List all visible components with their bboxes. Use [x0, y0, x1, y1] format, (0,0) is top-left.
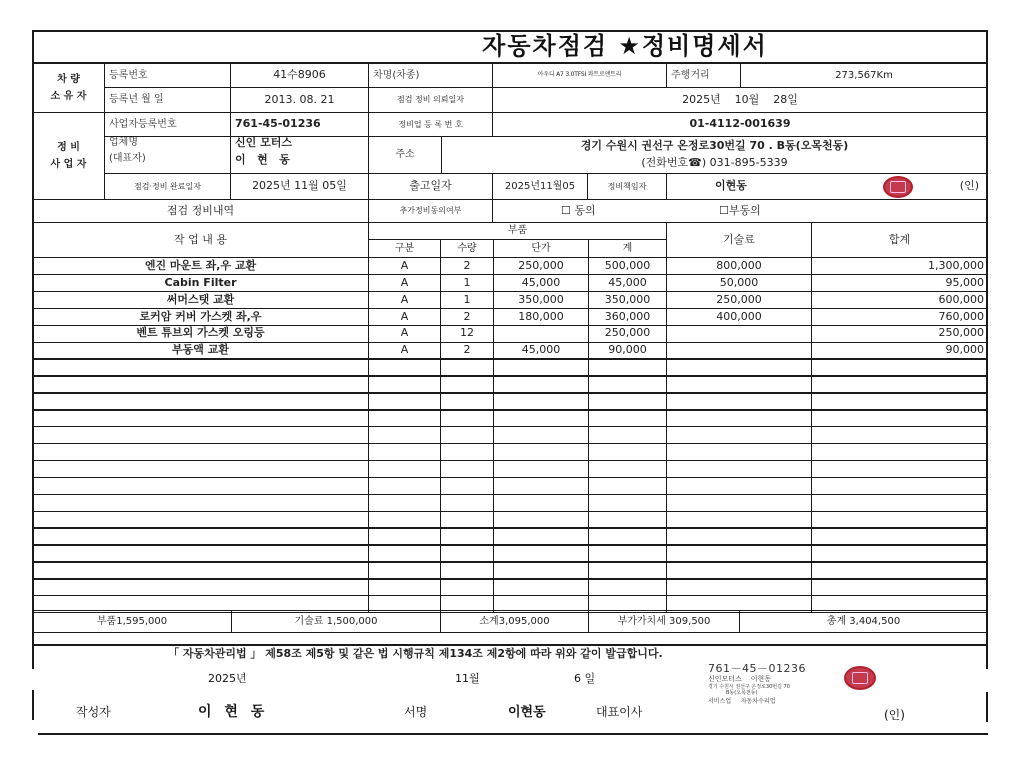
- summary-parts: 부품1,595,000: [32, 610, 232, 633]
- cell-category: [368, 527, 441, 545]
- cell-total: 90,000: [811, 342, 988, 360]
- cell-labor: 800,000: [666, 257, 812, 275]
- cell-unit-price: [493, 494, 589, 512]
- cell-subtotal: [588, 544, 667, 562]
- cell-category: A: [368, 291, 441, 309]
- release-date-label: 출고일자: [368, 173, 493, 200]
- cell-qty: [440, 443, 494, 461]
- cell-unit-price: [493, 426, 589, 444]
- cell-work: 부동액 교환: [32, 342, 369, 360]
- cell-work: [32, 494, 369, 512]
- cell-qty: [440, 375, 494, 393]
- cell-total: [811, 494, 988, 512]
- cell-subtotal: [588, 375, 667, 393]
- table-row: [32, 409, 988, 427]
- cell-work: 엔진 마운트 좌,우 교환: [32, 257, 369, 275]
- cell-unit-price: [493, 375, 589, 393]
- cell-unit-price: [493, 527, 589, 545]
- cell-total: [811, 443, 988, 461]
- cell-qty: 12: [440, 325, 494, 343]
- cell-subtotal: [588, 358, 667, 376]
- cell-category: [368, 392, 441, 410]
- responsible-label: 정비책임자: [587, 173, 667, 200]
- cell-subtotal: [588, 561, 667, 579]
- table-row: [32, 375, 988, 393]
- cell-subtotal: [588, 443, 667, 461]
- cell-work: [32, 578, 369, 596]
- cell-work: [32, 477, 369, 495]
- table-row: [32, 578, 988, 596]
- details-label: 점검 정비내역: [32, 199, 369, 223]
- cell-unit-price: 350,000: [493, 291, 589, 309]
- address-label: 주소: [368, 136, 442, 174]
- cell-qty: [440, 511, 494, 529]
- cell-unit-price: [493, 460, 589, 478]
- issue-year: 2025년: [208, 672, 247, 685]
- cell-labor: 50,000: [666, 274, 812, 292]
- cell-total: [811, 409, 988, 427]
- cell-work: 벤트 튜브외 가스켓 오링등: [32, 325, 369, 343]
- table-row: [32, 477, 988, 495]
- line-items-table: [32, 257, 988, 611]
- consent-options: [492, 199, 988, 223]
- cell-total: [811, 358, 988, 376]
- address-text: 경기 수원시 권선구 온정로30번길 70 . B동(오목천동): [580, 139, 849, 153]
- table-row: [32, 358, 988, 376]
- cell-unit-price: 250,000: [493, 257, 589, 275]
- responsible-cell: [666, 173, 988, 200]
- cell-unit-price: [493, 409, 589, 427]
- summary-subtotal: 소계3,095,000: [440, 610, 589, 633]
- cell-unit-price: [493, 544, 589, 562]
- page-title: [32, 30, 988, 64]
- cell-total: [811, 426, 988, 444]
- title-text: 자동차점검 ★정비명세서: [482, 32, 768, 61]
- cell-qty: [440, 409, 494, 427]
- sign-title: 대표이사: [596, 705, 643, 719]
- shop-name-label: [104, 136, 231, 174]
- cell-total: 95,000: [811, 274, 988, 292]
- cell-work: [32, 511, 369, 529]
- cell-labor: [666, 561, 812, 579]
- table-row: [32, 291, 988, 309]
- cell-work: [32, 561, 369, 579]
- table-row: [32, 460, 988, 478]
- section-label: 차 량: [57, 73, 80, 85]
- cell-subtotal: [588, 527, 667, 545]
- cell-qty: [440, 392, 494, 410]
- footer-right-border: [986, 692, 988, 722]
- footer-right-border: [986, 645, 988, 669]
- header-labor: 기술료: [666, 222, 812, 258]
- cell-qty: [440, 494, 494, 512]
- issue-month: 11월: [455, 672, 480, 685]
- cell-unit-price: 45,000: [493, 342, 589, 360]
- cell-category: [368, 544, 441, 562]
- cell-subtotal: 500,000: [588, 257, 667, 275]
- cell-work: [32, 426, 369, 444]
- reg-no-label: 등록번호: [104, 63, 231, 88]
- label-line: (대표자): [109, 152, 146, 164]
- shop-name: 신인 모터스: [235, 136, 292, 149]
- section-label: 정 비: [57, 141, 80, 153]
- cell-category: A: [368, 274, 441, 292]
- cell-work: [32, 375, 369, 393]
- seal-stamp-icon: [844, 666, 876, 690]
- stamp-biz-no: 761－45－01236: [708, 662, 806, 675]
- cell-qty: 1: [440, 291, 494, 309]
- table-row: [32, 342, 988, 360]
- header-unit-price: 단가: [493, 239, 589, 258]
- cell-category: A: [368, 342, 441, 360]
- cell-labor: [666, 392, 812, 410]
- shop-reg-label: 정비업 등 록 번 호: [368, 112, 493, 137]
- complete-date-value: 2025년 11월 05일: [230, 173, 369, 200]
- cell-work: [32, 527, 369, 545]
- cell-category: [368, 561, 441, 579]
- cell-category: A: [368, 325, 441, 343]
- cell-subtotal: 360,000: [588, 308, 667, 326]
- cell-total: [811, 392, 988, 410]
- cell-subtotal: [588, 511, 667, 529]
- cell-category: [368, 460, 441, 478]
- label-line: 업체명: [109, 137, 138, 148]
- cell-labor: [666, 578, 812, 596]
- biz-no-label: 사업자등록번호: [104, 112, 231, 137]
- stamp-type: 서비스업 자동차수리업: [708, 698, 776, 705]
- cell-subtotal: 350,000: [588, 291, 667, 309]
- stamp-address2: B동(오목천동): [726, 690, 758, 696]
- sign-seal-mark: (인): [884, 708, 905, 722]
- cell-qty: 2: [440, 308, 494, 326]
- cell-unit-price: [493, 358, 589, 376]
- seal-stamp-icon: [883, 176, 913, 198]
- cell-total: [811, 578, 988, 596]
- cell-total: [811, 544, 988, 562]
- table-row: [32, 443, 988, 461]
- cell-subtotal: [588, 392, 667, 410]
- cell-labor: [666, 426, 812, 444]
- footer-bottom-border: [38, 733, 988, 735]
- cell-qty: [440, 460, 494, 478]
- seal-mark: (인): [959, 179, 979, 193]
- legal-statement: 「 자동차관리법 」 제58조 제5항 및 같은 법 시행규칙 제134조 제2항에 따라 위와 같이 발급합니다.: [168, 647, 663, 660]
- table-row: [32, 308, 988, 326]
- cell-subtotal: 45,000: [588, 274, 667, 292]
- cell-qty: [440, 426, 494, 444]
- cell-unit-price: [493, 392, 589, 410]
- table-row: [32, 511, 988, 529]
- cell-category: [368, 426, 441, 444]
- cell-total: [811, 527, 988, 545]
- cell-work: [32, 443, 369, 461]
- cell-work: [32, 460, 369, 478]
- reg-date-label: 등록년 월 일: [104, 87, 231, 113]
- footer-left-border: [32, 645, 34, 669]
- table-row: [32, 561, 988, 579]
- cell-work: Cabin Filter: [32, 274, 369, 292]
- cell-category: [368, 375, 441, 393]
- header-category: 구분: [368, 239, 441, 258]
- disagree-checkbox[interactable]: ☐부동의: [719, 203, 761, 217]
- summary-vat: 부가가치세 309,500: [588, 610, 740, 633]
- cell-subtotal: 250,000: [588, 325, 667, 343]
- cell-work: [32, 392, 369, 410]
- cell-total: [811, 477, 988, 495]
- vehicle-owner-section: [32, 63, 105, 113]
- cell-qty: 2: [440, 342, 494, 360]
- summary-labor: 기술료 1,500,000: [231, 610, 441, 633]
- cell-labor: [666, 477, 812, 495]
- cell-labor: 400,000: [666, 308, 812, 326]
- cell-category: [368, 477, 441, 495]
- cell-category: [368, 494, 441, 512]
- summary-grand-total: 총계 3,404,500: [739, 610, 988, 633]
- cell-subtotal: [588, 477, 667, 495]
- cell-total: 250,000: [811, 325, 988, 343]
- business-stamp: [708, 660, 888, 708]
- cell-work: 로커암 커버 가스켓 좌,우: [32, 308, 369, 326]
- cell-qty: [440, 527, 494, 545]
- author-label: 작성자: [76, 705, 111, 719]
- table-row: [32, 494, 988, 512]
- cell-unit-price: [493, 561, 589, 579]
- issue-day: 6 일: [574, 672, 596, 685]
- cell-subtotal: [588, 460, 667, 478]
- header-subtotal: 계: [588, 239, 667, 258]
- cell-labor: [666, 460, 812, 478]
- complete-date-label: 점검·정비 완료일자: [104, 173, 231, 200]
- cell-qty: [440, 578, 494, 596]
- cell-category: [368, 409, 441, 427]
- section-label: 소 유 자: [50, 91, 87, 102]
- table-row: [32, 527, 988, 545]
- cell-qty: [440, 544, 494, 562]
- cell-unit-price: 45,000: [493, 274, 589, 292]
- cell-work: [32, 544, 369, 562]
- header-parts: 부품: [368, 222, 667, 240]
- reg-no-value: 41수8906: [230, 63, 369, 88]
- cell-subtotal: 90,000: [588, 342, 667, 360]
- cell-unit-price: [493, 578, 589, 596]
- table-row: [32, 426, 988, 444]
- reg-date-value: 2013. 08. 21: [230, 87, 369, 113]
- footer-left-border: [32, 690, 34, 720]
- cell-qty: [440, 477, 494, 495]
- model-label: 차명(차종): [368, 63, 493, 88]
- mileage-label: 주행거리: [666, 63, 741, 88]
- cell-category: [368, 511, 441, 529]
- sign-name: 이현동: [508, 705, 546, 720]
- release-date-value: 2025년11월05: [492, 173, 588, 200]
- cell-unit-price: [493, 325, 589, 343]
- cell-total: [811, 460, 988, 478]
- cell-category: A: [368, 257, 441, 275]
- stamp-address: 경기 수원시 권선구 온정로30번길 70: [708, 684, 790, 690]
- spacer-row: [32, 632, 988, 646]
- cell-subtotal: [588, 578, 667, 596]
- cell-unit-price: [493, 477, 589, 495]
- cell-qty: 2: [440, 257, 494, 275]
- cell-qty: [440, 358, 494, 376]
- cell-category: [368, 578, 441, 596]
- header-qty: 수량: [440, 239, 494, 258]
- cell-total: 1,300,000: [811, 257, 988, 275]
- phone-text: (전화번호☎) 031-895-5339: [641, 156, 788, 169]
- section-label: 사 업 자: [50, 159, 87, 170]
- cell-category: [368, 443, 441, 461]
- table-row: [32, 325, 988, 343]
- cell-unit-price: [493, 511, 589, 529]
- agree-checkbox[interactable]: ☐ 동의: [561, 203, 596, 217]
- table-row: [32, 392, 988, 410]
- author-name: 이 현 동: [198, 704, 269, 720]
- cell-work: [32, 358, 369, 376]
- table-row: [32, 544, 988, 562]
- shop-reg-value: 01-4112-001639: [492, 112, 988, 137]
- request-date-label: 점검 정비 의뢰일자: [368, 87, 493, 113]
- cell-total: 600,000: [811, 291, 988, 309]
- cell-subtotal: [588, 426, 667, 444]
- biz-no-value: 761-45-01236: [230, 112, 369, 137]
- shop-name-value: [230, 136, 369, 174]
- cell-labor: [666, 358, 812, 376]
- consent-label: 추가정비동의여부: [368, 199, 493, 223]
- cell-subtotal: [588, 494, 667, 512]
- shop-section: [32, 112, 105, 200]
- responsible-name: 이현동: [715, 179, 747, 193]
- cell-labor: [666, 342, 812, 360]
- table-row: [32, 257, 988, 275]
- cell-total: [811, 375, 988, 393]
- header-total: 합계: [811, 222, 988, 258]
- cell-labor: [666, 443, 812, 461]
- cell-qty: 1: [440, 274, 494, 292]
- stamp-name: 신인모터스 이현동: [708, 675, 771, 683]
- cell-category: A: [368, 308, 441, 326]
- cell-category: [368, 358, 441, 376]
- cell-labor: [666, 494, 812, 512]
- mileage-value: 273,567Km: [740, 63, 988, 88]
- cell-total: [811, 561, 988, 579]
- cell-labor: [666, 325, 812, 343]
- cell-qty: [440, 561, 494, 579]
- address-value: [441, 136, 988, 174]
- cell-subtotal: [588, 409, 667, 427]
- cell-total: [811, 511, 988, 529]
- cell-labor: [666, 544, 812, 562]
- cell-total: 760,000: [811, 308, 988, 326]
- cell-labor: [666, 409, 812, 427]
- model-value: 아우디 A7 3.0TFSI 콰트로앤트리: [492, 63, 667, 88]
- request-date-value: 2025년 10월 28일: [492, 87, 988, 113]
- header-work: 작 업 내 용: [32, 222, 369, 258]
- cell-unit-price: [493, 443, 589, 461]
- sign-label: 서명: [404, 705, 428, 719]
- cell-labor: [666, 527, 812, 545]
- cell-labor: [666, 375, 812, 393]
- cell-work: [32, 409, 369, 427]
- cell-labor: 250,000: [666, 291, 812, 309]
- representative-name: 이 현 동: [235, 152, 290, 166]
- table-row: [32, 274, 988, 292]
- cell-labor: [666, 511, 812, 529]
- cell-unit-price: 180,000: [493, 308, 589, 326]
- cell-work: 써머스탯 교환: [32, 291, 369, 309]
